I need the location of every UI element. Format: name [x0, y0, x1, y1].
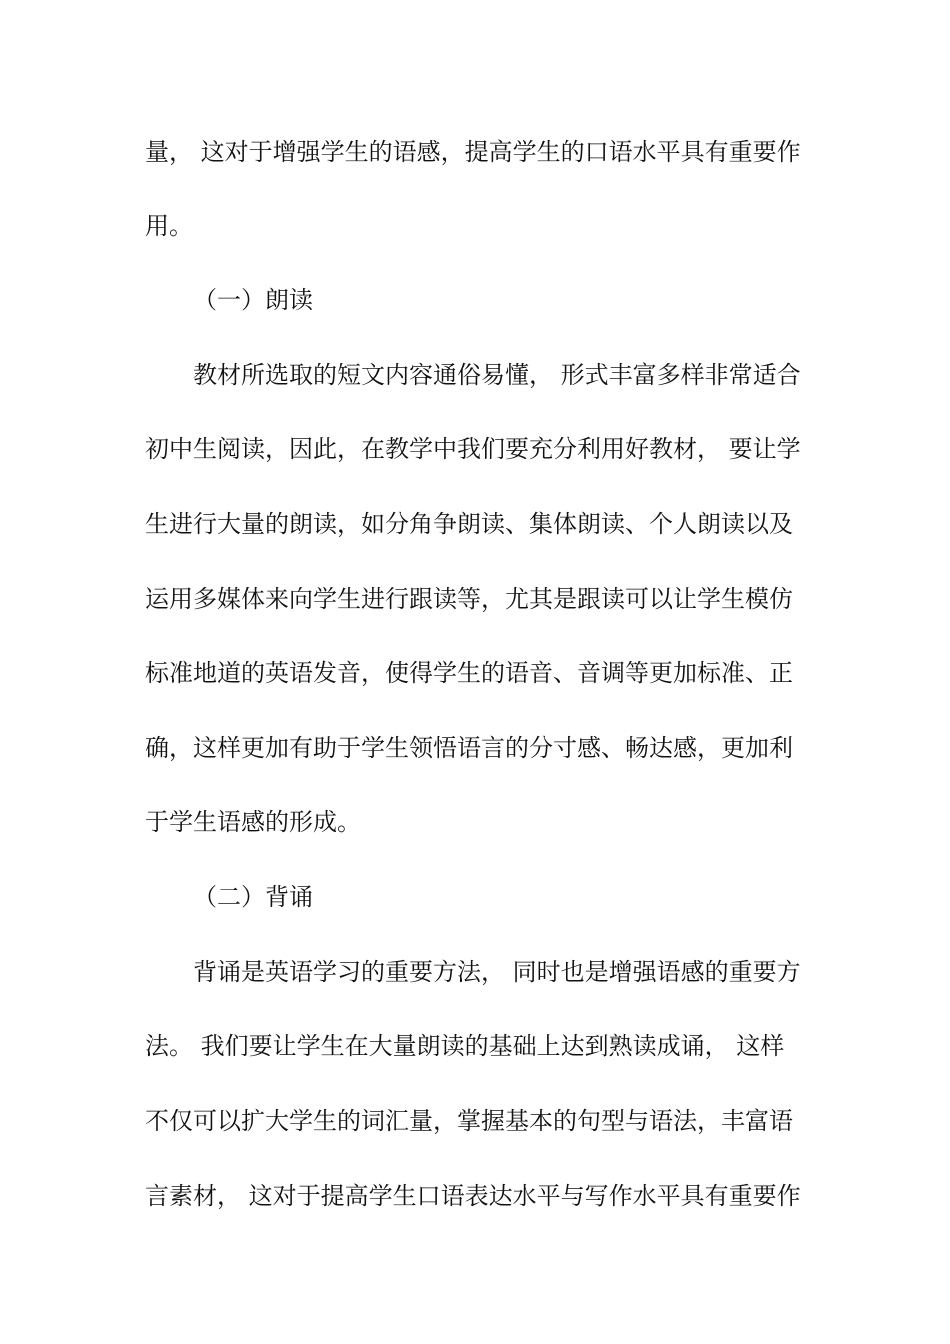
body-text-line: 标准地道的英语发音，使得学生的语音、音调等更加标准、正: [145, 659, 793, 687]
body-text-line: 生进行大量的朗读，如分角争朗读、集体朗读、个人朗读以及: [145, 510, 793, 538]
body-text-line: 初中生阅读，因此，在教学中我们要充分利用好教材， 要让学: [145, 435, 801, 463]
body-text-line: 法。 我们要让学生在大量朗读的基础上达到熟读成诵， 这样: [145, 1032, 785, 1060]
body-text-line: 言素材， 这对于提高学生口语表达水平与写作水平具有重要作: [145, 1182, 801, 1210]
body-text-line: 背诵是英语学习的重要方法， 同时也是增强语感的重要方: [193, 958, 801, 986]
body-text-line: 不仅可以扩大学生的词汇量，掌握基本的句型与语法，丰富语: [145, 1107, 793, 1135]
body-text-line: 教材所选取的短文内容通俗易懂， 形式丰富多样非常适合: [193, 361, 801, 389]
body-text-line: 于学生语感的形成。: [145, 808, 361, 836]
body-text-line: 确，这样更加有助于学生领悟语言的分寸感、畅达感，更加利: [145, 734, 793, 762]
body-text-line: 用。: [145, 212, 193, 240]
body-text-line: 量， 这对于增强学生的语感，提高学生的口语水平具有重要作: [145, 138, 801, 166]
section-heading-reading: （一）朗读: [193, 286, 313, 314]
section-heading-recitation: （二）背诵: [193, 883, 313, 911]
body-text-line: 运用多媒体来向学生进行跟读等，尤其是跟读可以让学生模仿: [145, 585, 793, 613]
